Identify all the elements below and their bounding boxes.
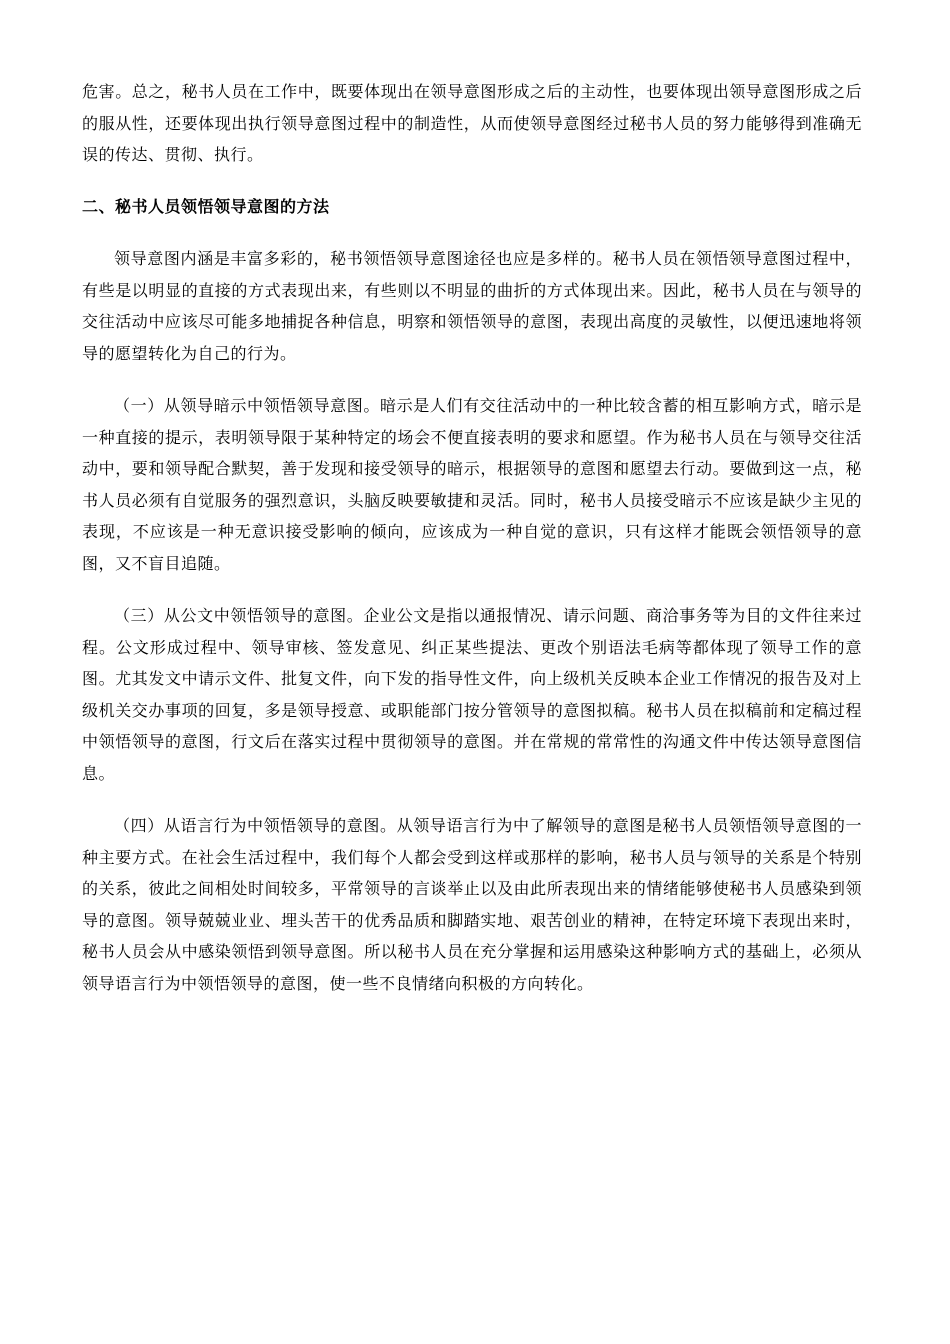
intro-paragraph: 领导意图内涵是丰富多彩的，秘书领悟领导意图途径也应是多样的。秘书人员在领悟领导意图过程中，有些是以明显的直接的方式表现出来，有些则以不明显的曲折的方式体现出来。因此，秘书人员在与领导的交往活动中应该尽可能多地捕捉各种信息，明察和领悟领导的意图，表现出高度的灵敏性，以便迅速地将领导的愿望转化为自己的行为。 <box>82 249 862 363</box>
item-1-paragraph: （一）从领导暗示中领悟领导意图。暗示是人们有交往活动中的一种比较含蓄的相互影响方式，暗示是一种直接的提示，表明领导限于某种特定的场会不便直接表明的要求和愿望。作为秘书人员在与领导交往活动中，要和领导配合默契，善于发现和接受领导的暗示，根据领导的意图和愿望去行动。要做到这一点，秘书人员必须有自觉服务的强烈意识，头脑反映要敏捷和灵活。同时，秘书人员接受暗示不应该是缺少主见的表现，不应该是一种无意识接受影响的倾向，应该成为一种自觉的意识，只有这样才能既会领悟领导的意图，又不盲目追随。 <box>82 396 862 573</box>
document-page <box>82 76 862 999</box>
continuation-paragraph: 危害。总之，秘书人员在工作中，既要体现出在领导意图形成之后的主动性，也要体现出领导意图形成之后的服从性，还要体现出执行领导意图过程中的制造性，从而使领导意图经过秘书人员的努力能够得到准确无误的传达、贯彻、执行。 <box>82 82 862 164</box>
section-heading: 二、秘书人员领悟领导意图的方法 <box>82 196 330 216</box>
item-3-paragraph: （三）从公文中领悟领导的意图。企业公文是指以通报情况、请示问题、商洽事务等为目的文件往来过程。公文形成过程中、领导审核、签发意见、纠正某些提法、更改个别语法毛病等都体现了领导工作的意图。尤其发文中请示文件、批复文件，向下发的指导性文件，向上级机关反映本企业工作情况的报告及对上级机关交办事项的回复，多是领导授意、或职能部门按分管领导的意图拟稿。秘书人员在拟稿前和定稿过程中领悟领导的意图，行文后在落实过程中贯彻领导的意图。并在常规的常常性的沟通文件中传达领导意图信息。 <box>82 606 862 783</box>
item-4-paragraph: （四）从语言行为中领悟领导的意图。从领导语言行为中了解领导的意图是秘书人员领悟领导意图的一种主要方式。在社会生活过程中，我们每个人都会受到这样或那样的影响，秘书人员与领导的关系是个特别的关系，彼此之间相处时间较多，平常领导的言谈举止以及由此所表现出来的情绪能够使秘书人员感染到领导的意图。领导兢兢业业、埋头苦干的优秀品质和脚踏实地、艰苦创业的精神，在特定环境下表现出来时，秘书人员会从中感染领悟到领导意图。所以秘书人员在充分掌握和运用感染这种影响方式的基础上，必须从领导语言行为中领悟领导的意图，使一些不良情绪向积极的方向转化。 <box>82 816 862 993</box>
